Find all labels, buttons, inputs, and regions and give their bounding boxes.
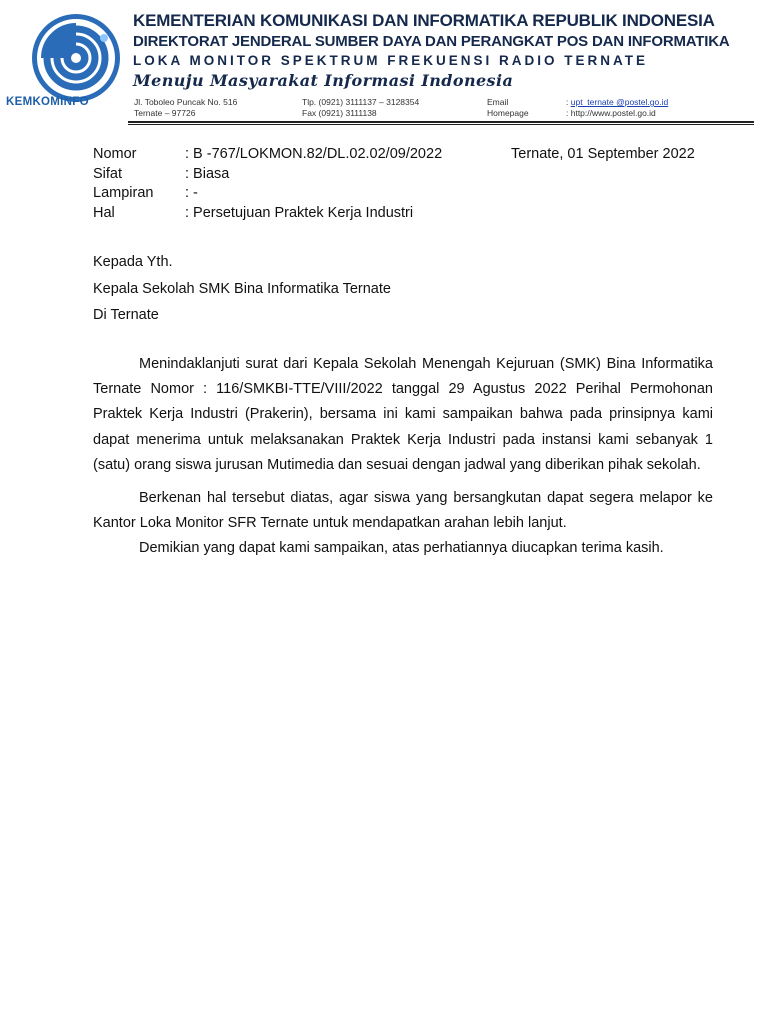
directorate-name: DIREKTORAT JENDERAL SUMBER DAYA DAN PERANGKAT POS DAN INFORMATIKA: [133, 33, 730, 50]
ministry-name: KEMENTERIAN KOMUNIKASI DAN INFORMATIKA REPUBLIK INDONESIA: [133, 11, 715, 30]
recipient-block: [93, 249, 391, 329]
header-divider: [128, 121, 754, 123]
hal-value: : Persetujuan Praktek Kerja Industri: [185, 204, 414, 221]
address-line2: Ternate – 97726: [134, 108, 196, 118]
lampiran-value: : -: [185, 185, 198, 201]
body-paragraph-1: Menindaklanjuti surat dari Kepala Sekolah Menengah Kejuruan (SMK) Bina Informatika Ternate Nomor : 116/SMKBI-TTE/VIII/2022 tanggal 29 Agustus 2022 Perihal Permohonan Praktek Kerja Industri (Prakerin), bersama ini kami sampaikan bahwa pada prinsipnya kami dapat menerima untuk melaksanakan Praktek Kerja Industri pada instansi kami sebanyak 1 (satu) orang siswa jurusan Mutimedia dan sesuai dengan jadwal yang diberikan pihak sekolah.: [93, 356, 713, 473]
letterhead-title: [133, 10, 753, 92]
hal-label: Hal: [93, 204, 115, 221]
letter-body: [93, 352, 713, 562]
recipient-name: Kepala Sekolah SMK Bina Informatika Ternate: [93, 280, 391, 297]
body-paragraph-3: Demikian yang dapat kami sampaikan, atas perhatiannya diucapkan terima kasih.: [139, 540, 664, 557]
body-paragraph-2: Berkenan hal tersebut diatas, agar siswa yang bersangkutan dapat segera melapor ke Kantor Loka Monitor SFR Ternate untuk mendapatkan arahan lebih lanjut.: [93, 490, 713, 532]
motto: Menuju Masyarakat Informasi Indonesia: [133, 71, 514, 90]
homepage-label: Homepage: [487, 108, 529, 118]
phone-block: [302, 97, 419, 119]
letter-meta: [93, 145, 442, 223]
letter-date: Ternate, 01 September 2022: [511, 146, 695, 162]
logo-wordmark: KEMKOMINFO: [6, 96, 89, 108]
sifat-value: : Biasa: [185, 165, 230, 182]
address-block: [134, 97, 237, 119]
recipient-greeting: Kepada Yth.: [93, 254, 173, 270]
header-divider-thin: [128, 124, 754, 125]
fax: Fax (0921) 3111138: [302, 108, 377, 118]
lampiran-label: Lampiran: [93, 185, 154, 201]
contact-labels: [487, 97, 529, 119]
homepage-link[interactable]: http://www.postel.go.id: [570, 108, 656, 118]
address-line1: Jl. Toboleo Puncak No. 516: [134, 97, 238, 107]
office-name: LOKA MONITOR SPEKTRUM FREKUENSI RADIO TERNATE: [133, 53, 649, 68]
nomor-label: Nomor: [93, 146, 137, 162]
nomor-value: : B -767/LOKMON.82/DL.02.02/09/2022: [185, 146, 443, 162]
kemkominfo-logo: [28, 10, 124, 110]
recipient-place: Di Ternate: [93, 307, 159, 323]
email-label: Email: [487, 97, 509, 107]
sifat-label: Sifat: [93, 165, 123, 182]
email-link[interactable]: upt_ternate @postel.go.id: [570, 97, 669, 107]
phone: Tlp. (0921) 3111137 – 3128354: [302, 97, 420, 107]
contact-values: : upt_ternate @postel.go.id : http://www.postel.go.id: [566, 97, 669, 118]
